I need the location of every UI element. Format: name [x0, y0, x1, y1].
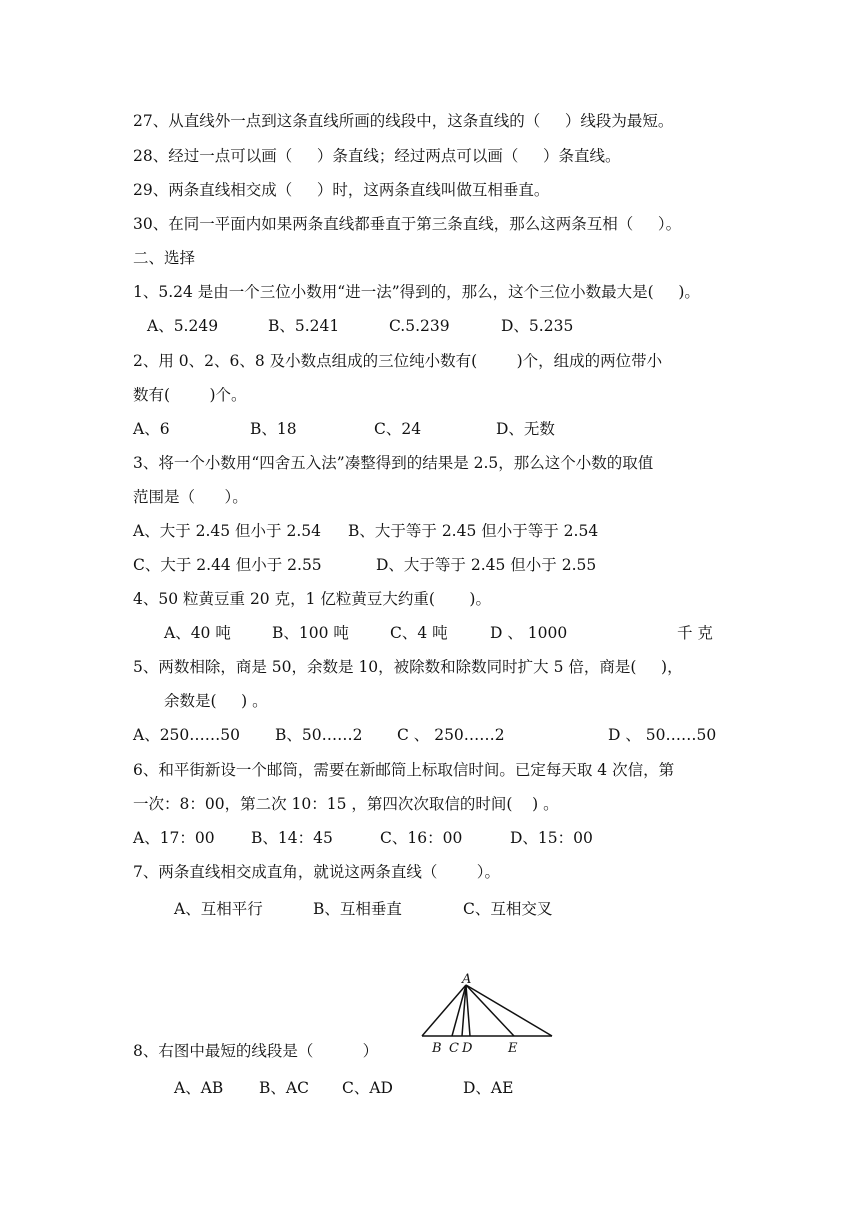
q1-option-b: B、5.241 [268, 317, 340, 335]
q3-stem-cont: 范围是（ ）。 [133, 488, 248, 506]
q6-option-c: C、16：00 [380, 829, 463, 847]
q3-option-a: A、大于 2.45 但小于 2.54 [133, 522, 321, 540]
q5-stem: 5、两数相除，商是 50，余数是 10，被除数和除数同时扩大 5 倍，商是( )， [133, 658, 683, 676]
q7-option-b: B、互相垂直 [313, 900, 402, 918]
q6-option-d: D、15：00 [510, 829, 593, 847]
q6-stem-cont: 一次：8：00，第二次 10：15 ，第四次次取信的时间( ) 。 [133, 795, 559, 813]
q7-stem: 7、两条直线相交成直角，就说这两条直线（ ）。 [133, 863, 501, 881]
triangle-figure [412, 970, 562, 1060]
q5-option-c: C 、 250……2 [397, 726, 505, 744]
q3-stem: 3、将一个小数用“四舍五入法”凑整得到的结果是 2.5，那么这个小数的取值 [133, 454, 654, 472]
q1-stem: 1、5.24 是由一个三位小数用“进一法”得到的，那么，这个三位小数最大是( )。 [133, 283, 700, 301]
q4-option-c: C、4 吨 [390, 624, 448, 642]
q3-option-d: D、大于等于 2.45 但小于 2.55 [376, 556, 597, 574]
q8-option-c: C、AD [342, 1079, 393, 1097]
label-b: B [432, 1041, 442, 1056]
q4-option-d: D 、 1000 [490, 624, 568, 642]
q2-option-a: A、6 [133, 420, 170, 438]
fill-in-q29: 29、两条直线相交成（ ）时，这两条直线叫做互相垂直。 [133, 181, 550, 199]
q2-stem-cont: 数有( )个。 [133, 386, 247, 404]
q1-option-d: D、5.235 [501, 317, 574, 335]
fill-in-q30: 30、在同一平面内如果两条直线都垂直于第三条直线，那么这两条互相（ ）。 [133, 215, 682, 233]
q8-stem: 8、右图中最短的线段是（ ） [133, 1042, 379, 1060]
q4-option-b: B、100 吨 [272, 624, 349, 642]
q6-option-b: B、14：45 [251, 829, 333, 847]
q4-stem: 4、50 粒黄豆重 20 克，1 亿粒黄豆大约重( )。 [133, 590, 491, 608]
q7-option-a: A、互相平行 [174, 900, 263, 918]
q1-option-a: A、5.249 [147, 317, 219, 335]
q8-option-b: B、AC [259, 1079, 309, 1097]
segment-ae [466, 985, 514, 1036]
label-d: D [462, 1041, 473, 1056]
q5-option-b: B、50……2 [275, 726, 363, 744]
q2-option-d: D、无数 [496, 420, 555, 438]
q5-option-a: A、250……50 [133, 726, 241, 744]
q8-option-a: A、AB [174, 1079, 224, 1097]
fill-in-q28: 28、经过一点可以画（ ）条直线；经过两点可以画（ ）条直线。 [133, 147, 621, 165]
q6-option-a: A、17：00 [133, 829, 215, 847]
q3-option-b: B、大于等于 2.45 但小于等于 2.54 [348, 522, 599, 540]
label-c: C [449, 1041, 459, 1056]
q5-stem-cont: 余数是( ) 。 [164, 692, 268, 710]
q6-stem: 6、和平街新设一个邮筒，需要在新邮筒上标取信时间。已定每天取 4 次信，第 [133, 761, 675, 779]
q5-option-d: D 、 50……50 [608, 726, 717, 744]
label-a: A [462, 972, 472, 987]
q2-option-b: B、18 [250, 420, 297, 438]
segment-ad2 [466, 985, 470, 1036]
q2-stem: 2、用 0、2、6、8 及小数点组成的三位纯小数有( )个，组成的两位带小 [133, 352, 663, 370]
q8-option-d: D、AE [463, 1079, 514, 1097]
q4-option-a: A、40 吨 [164, 624, 231, 642]
q7-option-c: C、互相交叉 [463, 900, 553, 918]
q2-option-c: C、24 [374, 420, 422, 438]
segment-a-right [466, 985, 552, 1036]
label-e: E [508, 1041, 518, 1056]
q1-option-c: C.5.239 [389, 317, 450, 335]
q4-option-d-unit: 千 克 [677, 624, 713, 642]
q3-option-c: C、大于 2.44 但小于 2.55 [133, 556, 322, 574]
section-title: 二、选择 [133, 249, 196, 267]
fill-in-q27: 27、从直线外一点到这条直线所画的线段中，这条直线的（ ）线段为最短。 [133, 112, 674, 130]
